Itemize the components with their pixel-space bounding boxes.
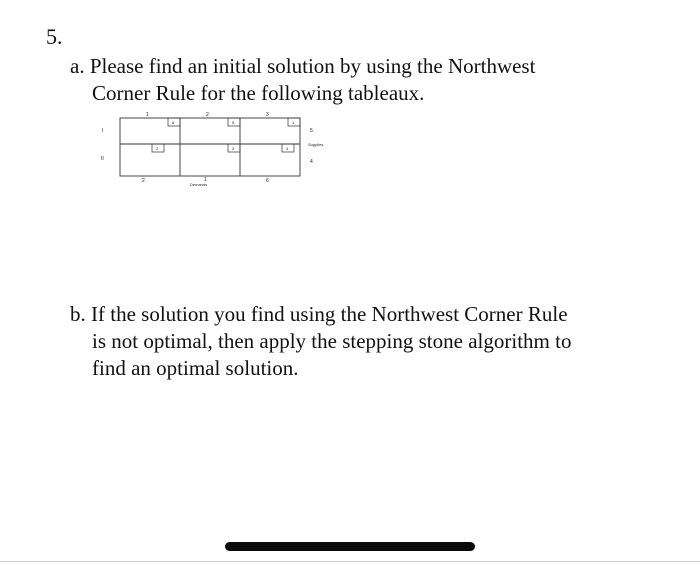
cost-ii-2: 3 xyxy=(232,146,235,151)
part-b-line-1: b. If the solution you find using the Northwest Corner Rule xyxy=(70,302,568,326)
column-header-1: 1 xyxy=(146,112,149,118)
part-b-line-2: is not optimal, then apply the stepping stone algorithm to xyxy=(92,329,572,353)
demand-3: 6 xyxy=(266,178,269,184)
part-b-line-3: find an optimal solution. xyxy=(92,356,299,380)
demand-2: 1 xyxy=(204,177,207,183)
cost-ii-1: 2 xyxy=(156,146,159,151)
column-header-2: 2 xyxy=(206,112,209,118)
cost-ii-3: 4 xyxy=(286,146,289,151)
cost-i-2: 5 xyxy=(232,120,235,125)
cost-i-3: 1 xyxy=(292,120,295,125)
supplies-label: Supplies xyxy=(308,142,324,147)
part-a-line-2: Corner Rule for the following tableaux. xyxy=(92,81,425,105)
cost-i-1: 6 xyxy=(172,120,175,125)
column-header-3: 3 xyxy=(266,112,269,118)
tableau-outer-border xyxy=(120,118,300,176)
bottom-divider xyxy=(0,561,700,562)
row-label-1: I xyxy=(102,128,104,134)
part-a-line-1: a. Please find an initial solution by using the Northwest xyxy=(70,54,536,78)
row-label-2: II xyxy=(101,156,104,162)
transportation-tableau xyxy=(90,108,330,188)
supply-i: 5 xyxy=(310,128,313,134)
tableau-diagram xyxy=(90,108,330,188)
supply-ii: 4 xyxy=(310,159,313,165)
question-number: 5. xyxy=(46,24,63,49)
home-indicator[interactable] xyxy=(225,542,475,551)
part-a-text xyxy=(70,53,535,107)
demand-1: 2 xyxy=(142,178,145,184)
part-b-text xyxy=(70,301,571,382)
demands-label: Demands xyxy=(190,182,208,187)
